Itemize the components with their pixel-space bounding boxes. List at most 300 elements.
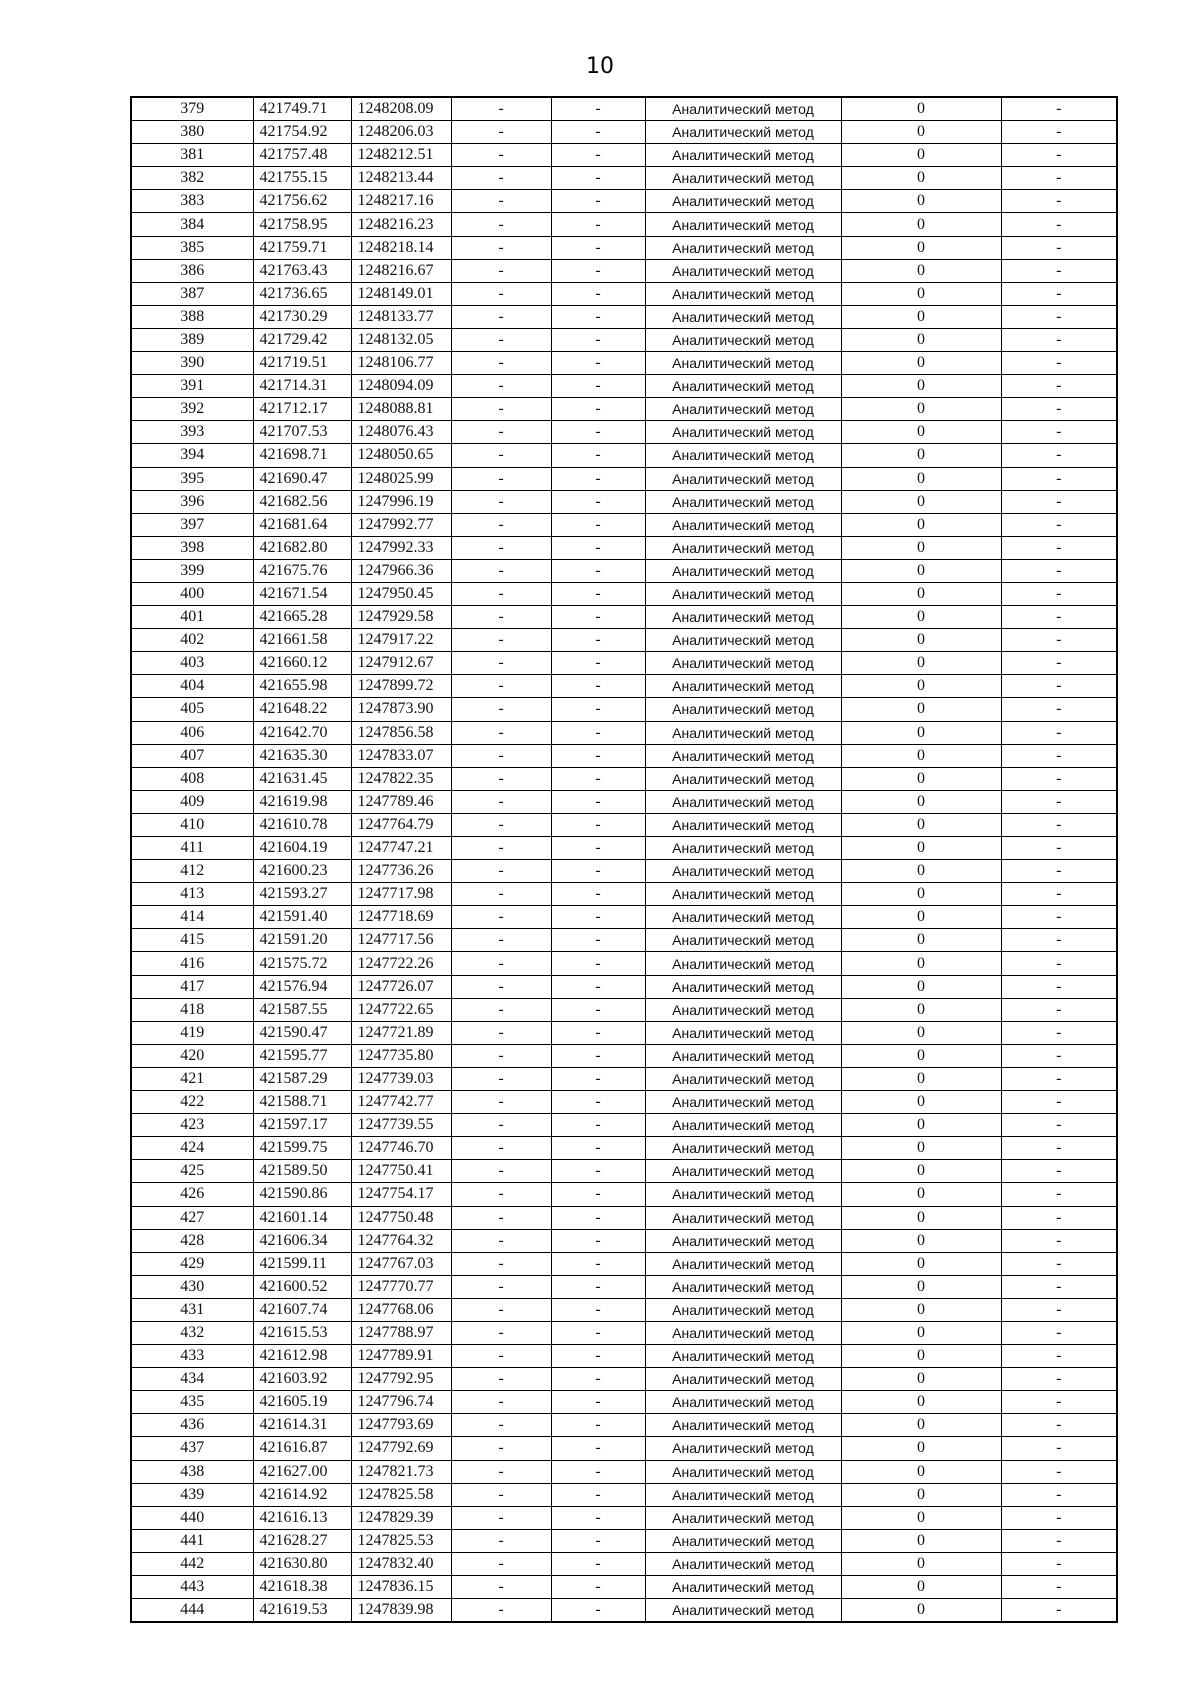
dash-cell: - [1001,1206,1117,1229]
dash-cell: - [451,190,551,213]
dash-cell: - [551,883,645,906]
dash-cell: - [451,144,551,167]
dash-cell: - [451,1460,551,1483]
method-cell: Аналитический метод [645,259,841,282]
x-coordinate-cell: 421601.14 [253,1206,351,1229]
table-row [131,490,1117,513]
method-cell: Аналитический метод [645,929,841,952]
dash-cell: - [451,375,551,398]
table-row [131,1160,1117,1183]
dash-cell: - [551,1345,645,1368]
table-row [131,1529,1117,1552]
dash-cell: - [1001,582,1117,605]
y-coordinate-cell: 1248212.51 [351,144,451,167]
point-number-cell: 407 [131,744,253,767]
dash-cell: - [551,767,645,790]
table-row [131,121,1117,144]
point-number-cell: 405 [131,698,253,721]
method-cell: Аналитический метод [645,813,841,836]
dash-cell: - [1001,1021,1117,1044]
value-cell: 0 [841,1576,1001,1599]
x-coordinate-cell: 421648.22 [253,698,351,721]
dash-cell: - [551,582,645,605]
dash-cell: - [1001,813,1117,836]
dash-cell: - [1001,606,1117,629]
value-cell: 0 [841,906,1001,929]
y-coordinate-cell: 1247789.46 [351,790,451,813]
method-cell: Аналитический метод [645,1321,841,1344]
y-coordinate-cell: 1247750.41 [351,1160,451,1183]
dash-cell: - [451,1275,551,1298]
value-cell: 0 [841,213,1001,236]
dash-cell: - [451,675,551,698]
dash-cell: - [1001,536,1117,559]
x-coordinate-cell: 421630.80 [253,1552,351,1575]
method-cell: Аналитический метод [645,213,841,236]
table-row [131,559,1117,582]
x-coordinate-cell: 421600.52 [253,1275,351,1298]
method-cell: Аналитический метод [645,352,841,375]
dash-cell: - [551,1275,645,1298]
point-number-cell: 403 [131,652,253,675]
dash-cell: - [1001,1275,1117,1298]
y-coordinate-cell: 1248217.16 [351,190,451,213]
x-coordinate-cell: 421588.71 [253,1091,351,1114]
dash-cell: - [451,282,551,305]
dash-cell: - [1001,1529,1117,1552]
dash-cell: - [1001,213,1117,236]
point-number-cell: 437 [131,1437,253,1460]
dash-cell: - [451,559,551,582]
value-cell: 0 [841,513,1001,536]
dash-cell: - [551,1460,645,1483]
method-cell: Аналитический метод [645,952,841,975]
y-coordinate-cell: 1248208.09 [351,97,451,121]
dash-cell: - [451,213,551,236]
dash-cell: - [551,375,645,398]
value-cell: 0 [841,375,1001,398]
table-row [131,1275,1117,1298]
method-cell: Аналитический метод [645,906,841,929]
point-number-cell: 402 [131,629,253,652]
value-cell: 0 [841,1529,1001,1552]
dash-cell: - [451,1183,551,1206]
dash-cell: - [551,259,645,282]
y-coordinate-cell: 1247722.65 [351,998,451,1021]
method-cell: Аналитический метод [645,744,841,767]
table-row [131,352,1117,375]
dash-cell: - [1001,1345,1117,1368]
x-coordinate-cell: 421590.47 [253,1021,351,1044]
x-coordinate-cell: 421755.15 [253,167,351,190]
method-cell: Аналитический метод [645,1229,841,1252]
dash-cell: - [551,790,645,813]
method-cell: Аналитический метод [645,1206,841,1229]
point-number-cell: 388 [131,305,253,328]
x-coordinate-cell: 421600.23 [253,860,351,883]
dash-cell: - [451,698,551,721]
dash-cell: - [451,1552,551,1575]
y-coordinate-cell: 1247996.19 [351,490,451,513]
y-coordinate-cell: 1247917.22 [351,629,451,652]
dash-cell: - [551,1576,645,1599]
value-cell: 0 [841,744,1001,767]
dash-cell: - [1001,1460,1117,1483]
method-cell: Аналитический метод [645,860,841,883]
table-row [131,929,1117,952]
dash-cell: - [451,328,551,351]
dash-cell: - [451,1091,551,1114]
value-cell: 0 [841,1137,1001,1160]
point-number-cell: 418 [131,998,253,1021]
dash-cell: - [1001,629,1117,652]
point-number-cell: 415 [131,929,253,952]
value-cell: 0 [841,467,1001,490]
dash-cell: - [551,929,645,952]
point-number-cell: 442 [131,1552,253,1575]
dash-cell: - [451,767,551,790]
y-coordinate-cell: 1247856.58 [351,721,451,744]
dash-cell: - [1001,421,1117,444]
dash-cell: - [1001,1391,1117,1414]
y-coordinate-cell: 1247736.26 [351,860,451,883]
value-cell: 0 [841,929,1001,952]
y-coordinate-cell: 1247792.69 [351,1437,451,1460]
table-row [131,1091,1117,1114]
value-cell: 0 [841,767,1001,790]
method-cell: Аналитический метод [645,444,841,467]
method-cell: Аналитический метод [645,1160,841,1183]
dash-cell: - [451,1368,551,1391]
value-cell: 0 [841,328,1001,351]
dash-cell: - [551,444,645,467]
dash-cell: - [1001,167,1117,190]
dash-cell: - [1001,305,1117,328]
table-row [131,1067,1117,1090]
dash-cell: - [1001,1321,1117,1344]
point-number-cell: 411 [131,837,253,860]
dash-cell: - [451,652,551,675]
x-coordinate-cell: 421749.71 [253,97,351,121]
dash-cell: - [551,1298,645,1321]
dash-cell: - [551,490,645,513]
point-number-cell: 393 [131,421,253,444]
dash-cell: - [451,952,551,975]
method-cell: Аналитический метод [645,1298,841,1321]
x-coordinate-cell: 421627.00 [253,1460,351,1483]
x-coordinate-cell: 421606.34 [253,1229,351,1252]
method-cell: Аналитический метод [645,698,841,721]
dash-cell: - [451,813,551,836]
value-cell: 0 [841,1206,1001,1229]
dash-cell: - [551,352,645,375]
y-coordinate-cell: 1247899.72 [351,675,451,698]
point-number-cell: 406 [131,721,253,744]
dash-cell: - [1001,1576,1117,1599]
point-number-cell: 386 [131,259,253,282]
dash-cell: - [451,998,551,1021]
point-number-cell: 409 [131,790,253,813]
x-coordinate-cell: 421660.12 [253,652,351,675]
method-cell: Аналитический метод [645,629,841,652]
method-cell: Аналитический метод [645,1345,841,1368]
point-number-cell: 401 [131,606,253,629]
dash-cell: - [451,721,551,744]
x-coordinate-cell: 421675.76 [253,559,351,582]
table-row [131,1506,1117,1529]
dash-cell: - [451,1599,551,1623]
table-row [131,883,1117,906]
dash-cell: - [551,813,645,836]
dash-cell: - [551,675,645,698]
point-number-cell: 424 [131,1137,253,1160]
y-coordinate-cell: 1247722.26 [351,952,451,975]
y-coordinate-cell: 1247829.39 [351,1506,451,1529]
value-cell: 0 [841,398,1001,421]
y-coordinate-cell: 1247717.98 [351,883,451,906]
dash-cell: - [1001,998,1117,1021]
method-cell: Аналитический метод [645,236,841,259]
point-number-cell: 425 [131,1160,253,1183]
dash-cell: - [1001,1160,1117,1183]
method-cell: Аналитический метод [645,606,841,629]
dash-cell: - [451,398,551,421]
value-cell: 0 [841,975,1001,998]
point-number-cell: 413 [131,883,253,906]
value-cell: 0 [841,167,1001,190]
dash-cell: - [1001,1067,1117,1090]
y-coordinate-cell: 1247929.58 [351,606,451,629]
x-coordinate-cell: 421619.53 [253,1599,351,1623]
x-coordinate-cell: 421590.86 [253,1183,351,1206]
dash-cell: - [551,1137,645,1160]
dash-cell: - [1001,652,1117,675]
dash-cell: - [551,1414,645,1437]
table-row [131,1345,1117,1368]
dash-cell: - [551,1529,645,1552]
x-coordinate-cell: 421642.70 [253,721,351,744]
table-row [131,1206,1117,1229]
method-cell: Аналитический метод [645,1183,841,1206]
dash-cell: - [451,1252,551,1275]
dash-cell: - [551,236,645,259]
x-coordinate-cell: 421576.94 [253,975,351,998]
method-cell: Аналитический метод [645,998,841,1021]
x-coordinate-cell: 421619.98 [253,790,351,813]
point-number-cell: 444 [131,1599,253,1623]
dash-cell: - [551,467,645,490]
point-number-cell: 381 [131,144,253,167]
table-row [131,698,1117,721]
method-cell: Аналитический метод [645,513,841,536]
dash-cell: - [551,328,645,351]
y-coordinate-cell: 1247764.32 [351,1229,451,1252]
method-cell: Аналитический метод [645,97,841,121]
method-cell: Аналитический метод [645,490,841,513]
x-coordinate-cell: 421595.77 [253,1044,351,1067]
value-cell: 0 [841,1183,1001,1206]
x-coordinate-cell: 421681.64 [253,513,351,536]
x-coordinate-cell: 421610.78 [253,813,351,836]
table-row [131,675,1117,698]
table-row [131,1229,1117,1252]
y-coordinate-cell: 1247770.77 [351,1275,451,1298]
point-number-cell: 416 [131,952,253,975]
dash-cell: - [1001,259,1117,282]
value-cell: 0 [841,282,1001,305]
point-number-cell: 391 [131,375,253,398]
table-row [131,837,1117,860]
point-number-cell: 440 [131,1506,253,1529]
method-cell: Аналитический метод [645,1252,841,1275]
point-number-cell: 383 [131,190,253,213]
dash-cell: - [1001,190,1117,213]
method-cell: Аналитический метод [645,467,841,490]
table-row [131,444,1117,467]
method-cell: Аналитический метод [645,721,841,744]
dash-cell: - [451,1321,551,1344]
x-coordinate-cell: 421605.19 [253,1391,351,1414]
point-number-cell: 429 [131,1252,253,1275]
table-row [131,790,1117,813]
x-coordinate-cell: 421682.56 [253,490,351,513]
point-number-cell: 414 [131,906,253,929]
y-coordinate-cell: 1248106.77 [351,352,451,375]
table-row [131,582,1117,605]
y-coordinate-cell: 1247764.79 [351,813,451,836]
point-number-cell: 433 [131,1345,253,1368]
value-cell: 0 [841,1252,1001,1275]
method-cell: Аналитический метод [645,1044,841,1067]
dash-cell: - [1001,860,1117,883]
point-number-cell: 394 [131,444,253,467]
x-coordinate-cell: 421599.11 [253,1252,351,1275]
dash-cell: - [451,259,551,282]
method-cell: Аналитический метод [645,1529,841,1552]
dash-cell: - [1001,1368,1117,1391]
point-number-cell: 427 [131,1206,253,1229]
value-cell: 0 [841,1298,1001,1321]
y-coordinate-cell: 1248216.23 [351,213,451,236]
table-row [131,1552,1117,1575]
method-cell: Аналитический метод [645,675,841,698]
dash-cell: - [451,883,551,906]
dash-cell: - [451,1414,551,1437]
dash-cell: - [551,282,645,305]
dash-cell: - [451,1229,551,1252]
dash-cell: - [1001,513,1117,536]
value-cell: 0 [841,1460,1001,1483]
y-coordinate-cell: 1248149.01 [351,282,451,305]
x-coordinate-cell: 421587.55 [253,998,351,1021]
dash-cell: - [1001,767,1117,790]
value-cell: 0 [841,1414,1001,1437]
method-cell: Аналитический метод [645,1091,841,1114]
point-number-cell: 410 [131,813,253,836]
x-coordinate-cell: 421614.92 [253,1483,351,1506]
method-cell: Аналитический метод [645,975,841,998]
dash-cell: - [1001,444,1117,467]
method-cell: Аналитический метод [645,1576,841,1599]
x-coordinate-cell: 421759.71 [253,236,351,259]
y-coordinate-cell: 1247789.91 [351,1345,451,1368]
value-cell: 0 [841,352,1001,375]
value-cell: 0 [841,675,1001,698]
value-cell: 0 [841,582,1001,605]
point-number-cell: 399 [131,559,253,582]
dash-cell: - [551,559,645,582]
x-coordinate-cell: 421736.65 [253,282,351,305]
point-number-cell: 422 [131,1091,253,1114]
dash-cell: - [551,860,645,883]
value-cell: 0 [841,97,1001,121]
method-cell: Аналитический метод [645,1552,841,1575]
x-coordinate-cell: 421612.98 [253,1345,351,1368]
table-row [131,767,1117,790]
dash-cell: - [451,629,551,652]
point-number-cell: 379 [131,97,253,121]
dash-cell: - [1001,975,1117,998]
value-cell: 0 [841,559,1001,582]
dash-cell: - [1001,467,1117,490]
dash-cell: - [1001,282,1117,305]
x-coordinate-cell: 421591.40 [253,906,351,929]
value-cell: 0 [841,1229,1001,1252]
table-row [131,1414,1117,1437]
table-row [131,1137,1117,1160]
dash-cell: - [451,1391,551,1414]
dash-cell: - [451,167,551,190]
dash-cell: - [1001,883,1117,906]
value-cell: 0 [841,444,1001,467]
y-coordinate-cell: 1247912.67 [351,652,451,675]
x-coordinate-cell: 421615.53 [253,1321,351,1344]
table-row [131,398,1117,421]
point-number-cell: 384 [131,213,253,236]
y-coordinate-cell: 1248206.03 [351,121,451,144]
table-row [131,236,1117,259]
dash-cell: - [451,906,551,929]
dash-cell: - [1001,675,1117,698]
dash-cell: - [451,97,551,121]
value-cell: 0 [841,259,1001,282]
dash-cell: - [551,1021,645,1044]
dash-cell: - [451,1437,551,1460]
value-cell: 0 [841,1160,1001,1183]
point-number-cell: 436 [131,1414,253,1437]
x-coordinate-cell: 421655.98 [253,675,351,698]
dash-cell: - [551,1160,645,1183]
value-cell: 0 [841,236,1001,259]
y-coordinate-cell: 1247825.53 [351,1529,451,1552]
x-coordinate-cell: 421707.53 [253,421,351,444]
method-cell: Аналитический метод [645,1137,841,1160]
dash-cell: - [451,421,551,444]
table-row [131,1368,1117,1391]
table-row [131,629,1117,652]
x-coordinate-cell: 421587.29 [253,1067,351,1090]
dash-cell: - [451,975,551,998]
y-coordinate-cell: 1248218.14 [351,236,451,259]
table-row [131,144,1117,167]
table-row [131,1321,1117,1344]
x-coordinate-cell: 421698.71 [253,444,351,467]
x-coordinate-cell: 421665.28 [253,606,351,629]
table-row [131,1576,1117,1599]
dash-cell: - [1001,790,1117,813]
dash-cell: - [451,790,551,813]
value-cell: 0 [841,1599,1001,1623]
